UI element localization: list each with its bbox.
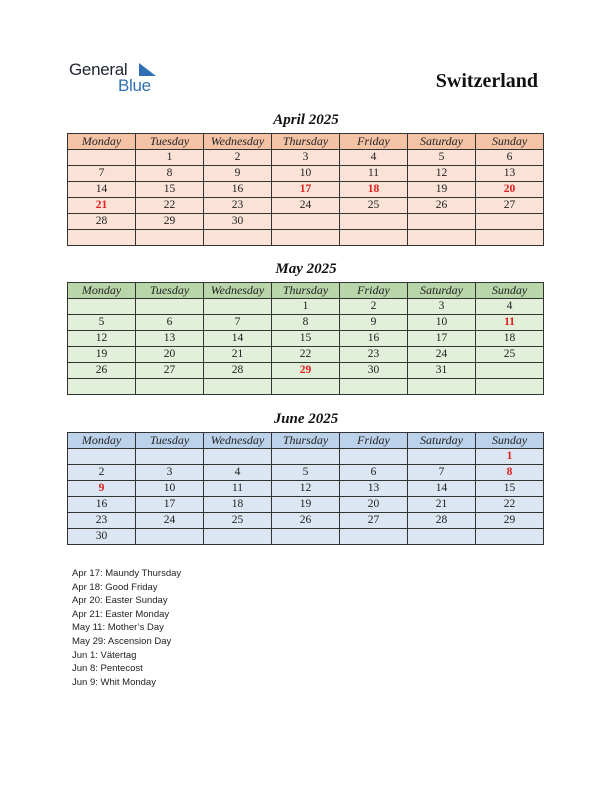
weekday-header-row <box>68 283 544 299</box>
weekday-header: Saturday <box>408 283 476 299</box>
logo-text-general: General <box>69 60 128 79</box>
day-cell: 22 <box>272 347 340 363</box>
day-cell: 10 <box>408 315 476 331</box>
day-cell: 5 <box>408 150 476 166</box>
day-cell: 15 <box>272 331 340 347</box>
week-row <box>68 347 544 363</box>
week-row <box>68 529 544 545</box>
day-cell: 5 <box>68 315 136 331</box>
day-cell: 11 <box>340 166 408 182</box>
day-cell: 11 <box>476 315 544 331</box>
day-cell: 24 <box>136 513 204 529</box>
empty-day-cell <box>136 299 204 315</box>
empty-day-cell <box>340 449 408 465</box>
day-cell: 20 <box>476 182 544 198</box>
day-cell: 27 <box>136 363 204 379</box>
holiday-notes <box>72 567 181 689</box>
empty-day-cell <box>476 230 544 246</box>
weekday-header: Wednesday <box>204 283 272 299</box>
empty-day-cell <box>136 230 204 246</box>
empty-day-cell <box>272 449 340 465</box>
day-cell: 4 <box>204 465 272 481</box>
day-cell: 3 <box>136 465 204 481</box>
empty-day-cell <box>408 214 476 230</box>
empty-day-cell <box>476 529 544 545</box>
empty-day-cell <box>68 299 136 315</box>
month-title-april: April 2025 <box>273 112 339 128</box>
holiday-note: Apr 18: Good Friday <box>72 581 158 593</box>
day-cell: 5 <box>272 465 340 481</box>
day-cell: 17 <box>272 182 340 198</box>
day-cell: 19 <box>272 497 340 513</box>
empty-day-cell <box>340 230 408 246</box>
holiday-note: Apr 20: Easter Sunday <box>72 595 168 607</box>
weekday-header: Thursday <box>272 134 340 150</box>
day-cell: 2 <box>204 150 272 166</box>
empty-day-cell <box>476 379 544 395</box>
weekday-header: Friday <box>340 134 408 150</box>
day-cell: 6 <box>136 315 204 331</box>
weekday-header: Wednesday <box>204 134 272 150</box>
day-cell: 9 <box>68 481 136 497</box>
day-cell: 1 <box>136 150 204 166</box>
day-cell: 14 <box>68 182 136 198</box>
empty-day-cell <box>476 363 544 379</box>
day-cell: 12 <box>408 166 476 182</box>
empty-day-cell <box>136 449 204 465</box>
day-cell: 10 <box>136 481 204 497</box>
day-cell: 8 <box>272 315 340 331</box>
holiday-note: May 29: Ascension Day <box>72 635 172 647</box>
empty-day-cell <box>68 379 136 395</box>
week-row <box>68 449 544 465</box>
month-title-june: June 2025 <box>273 411 339 427</box>
day-cell: 20 <box>340 497 408 513</box>
day-cell: 1 <box>272 299 340 315</box>
day-cell: 14 <box>408 481 476 497</box>
day-cell: 17 <box>136 497 204 513</box>
empty-day-cell <box>204 529 272 545</box>
day-cell: 4 <box>340 150 408 166</box>
holiday-note: Jun 1: Vätertag <box>72 649 137 661</box>
day-cell: 29 <box>136 214 204 230</box>
country-title: Switzerland <box>435 70 538 92</box>
day-cell: 19 <box>68 347 136 363</box>
empty-day-cell <box>272 214 340 230</box>
weekday-header: Tuesday <box>136 134 204 150</box>
day-cell: 22 <box>136 198 204 214</box>
weekday-header: Sunday <box>476 433 544 449</box>
day-cell: 19 <box>408 182 476 198</box>
empty-day-cell <box>204 230 272 246</box>
day-cell: 15 <box>136 182 204 198</box>
day-cell: 12 <box>68 331 136 347</box>
day-cell: 25 <box>204 513 272 529</box>
empty-day-cell <box>68 150 136 166</box>
empty-day-cell <box>408 379 476 395</box>
calendar-may <box>67 282 544 395</box>
weekday-header: Thursday <box>272 433 340 449</box>
empty-day-cell <box>408 449 476 465</box>
empty-day-cell <box>272 379 340 395</box>
week-row <box>68 230 544 246</box>
day-cell: 20 <box>136 347 204 363</box>
day-cell: 26 <box>68 363 136 379</box>
empty-day-cell <box>408 230 476 246</box>
day-cell: 21 <box>408 497 476 513</box>
empty-day-cell <box>136 379 204 395</box>
day-cell: 18 <box>340 182 408 198</box>
day-cell: 28 <box>408 513 476 529</box>
day-cell: 10 <box>272 166 340 182</box>
day-cell: 18 <box>476 331 544 347</box>
day-cell: 13 <box>136 331 204 347</box>
weekday-header: Friday <box>340 433 408 449</box>
day-cell: 3 <box>272 150 340 166</box>
day-cell: 17 <box>408 331 476 347</box>
day-cell: 6 <box>340 465 408 481</box>
day-cell: 8 <box>136 166 204 182</box>
day-cell: 15 <box>476 481 544 497</box>
week-row <box>68 481 544 497</box>
weekday-header: Monday <box>68 134 136 150</box>
week-row <box>68 379 544 395</box>
holiday-note: Apr 21: Easter Monday <box>72 608 170 620</box>
day-cell: 16 <box>204 182 272 198</box>
empty-day-cell <box>204 299 272 315</box>
empty-day-cell <box>408 529 476 545</box>
week-row <box>68 363 544 379</box>
empty-day-cell <box>68 230 136 246</box>
week-row <box>68 497 544 513</box>
weekday-header-row <box>68 433 544 449</box>
week-row <box>68 214 544 230</box>
day-cell: 26 <box>272 513 340 529</box>
week-row <box>68 150 544 166</box>
day-cell: 2 <box>68 465 136 481</box>
day-cell: 28 <box>204 363 272 379</box>
day-cell: 4 <box>476 299 544 315</box>
day-cell: 14 <box>204 331 272 347</box>
weekday-header: Monday <box>68 433 136 449</box>
day-cell: 7 <box>408 465 476 481</box>
day-cell: 21 <box>68 198 136 214</box>
empty-day-cell <box>476 214 544 230</box>
holiday-note: Jun 8: Pentecost <box>72 663 143 675</box>
weekday-header: Sunday <box>476 134 544 150</box>
empty-day-cell <box>204 379 272 395</box>
weekday-header: Saturday <box>408 433 476 449</box>
day-cell: 30 <box>340 363 408 379</box>
holiday-note: Jun 9: Whit Monday <box>72 676 156 688</box>
day-cell: 29 <box>272 363 340 379</box>
week-row <box>68 331 544 347</box>
day-cell: 7 <box>204 315 272 331</box>
day-cell: 24 <box>272 198 340 214</box>
logo-text-blue: Blue <box>118 76 151 95</box>
empty-day-cell <box>204 449 272 465</box>
weekday-header: Tuesday <box>136 283 204 299</box>
empty-day-cell <box>340 214 408 230</box>
day-cell: 25 <box>476 347 544 363</box>
empty-day-cell <box>340 529 408 545</box>
day-cell: 23 <box>340 347 408 363</box>
weekday-header: Saturday <box>408 134 476 150</box>
day-cell: 1 <box>476 449 544 465</box>
weekday-header: Sunday <box>476 283 544 299</box>
empty-day-cell <box>272 230 340 246</box>
week-row <box>68 198 544 214</box>
day-cell: 8 <box>476 465 544 481</box>
day-cell: 3 <box>408 299 476 315</box>
day-cell: 26 <box>408 198 476 214</box>
weekday-header: Monday <box>68 283 136 299</box>
day-cell: 6 <box>476 150 544 166</box>
day-cell: 2 <box>340 299 408 315</box>
day-cell: 11 <box>204 481 272 497</box>
day-cell: 13 <box>340 481 408 497</box>
holiday-note: Apr 17: Maundy Thursday <box>72 568 182 579</box>
week-row <box>68 166 544 182</box>
empty-day-cell <box>136 529 204 545</box>
empty-day-cell <box>68 449 136 465</box>
day-cell: 23 <box>204 198 272 214</box>
day-cell: 30 <box>68 529 136 545</box>
week-row <box>68 299 544 315</box>
day-cell: 12 <box>272 481 340 497</box>
day-cell: 16 <box>340 331 408 347</box>
day-cell: 9 <box>204 166 272 182</box>
week-row <box>68 182 544 198</box>
day-cell: 23 <box>68 513 136 529</box>
day-cell: 18 <box>204 497 272 513</box>
weekday-header: Friday <box>340 283 408 299</box>
day-cell: 22 <box>476 497 544 513</box>
week-row <box>68 465 544 481</box>
day-cell: 13 <box>476 166 544 182</box>
day-cell: 7 <box>68 166 136 182</box>
day-cell: 25 <box>340 198 408 214</box>
empty-day-cell <box>340 379 408 395</box>
day-cell: 21 <box>204 347 272 363</box>
day-cell: 27 <box>340 513 408 529</box>
empty-day-cell <box>272 529 340 545</box>
day-cell: 28 <box>68 214 136 230</box>
day-cell: 9 <box>340 315 408 331</box>
generalblue-logo <box>69 60 169 96</box>
week-row <box>68 513 544 529</box>
weekday-header-row <box>68 134 544 150</box>
day-cell: 16 <box>68 497 136 513</box>
day-cell: 31 <box>408 363 476 379</box>
day-cell: 24 <box>408 347 476 363</box>
month-title-may: May 2025 <box>275 261 337 277</box>
week-row <box>68 315 544 331</box>
calendar-april <box>67 133 544 246</box>
day-cell: 27 <box>476 198 544 214</box>
day-cell: 29 <box>476 513 544 529</box>
weekday-header: Wednesday <box>204 433 272 449</box>
weekday-header: Tuesday <box>136 433 204 449</box>
day-cell: 30 <box>204 214 272 230</box>
weekday-header: Thursday <box>272 283 340 299</box>
calendar-june <box>67 432 544 545</box>
holiday-note: May 11: Mother’s Day <box>72 622 164 634</box>
